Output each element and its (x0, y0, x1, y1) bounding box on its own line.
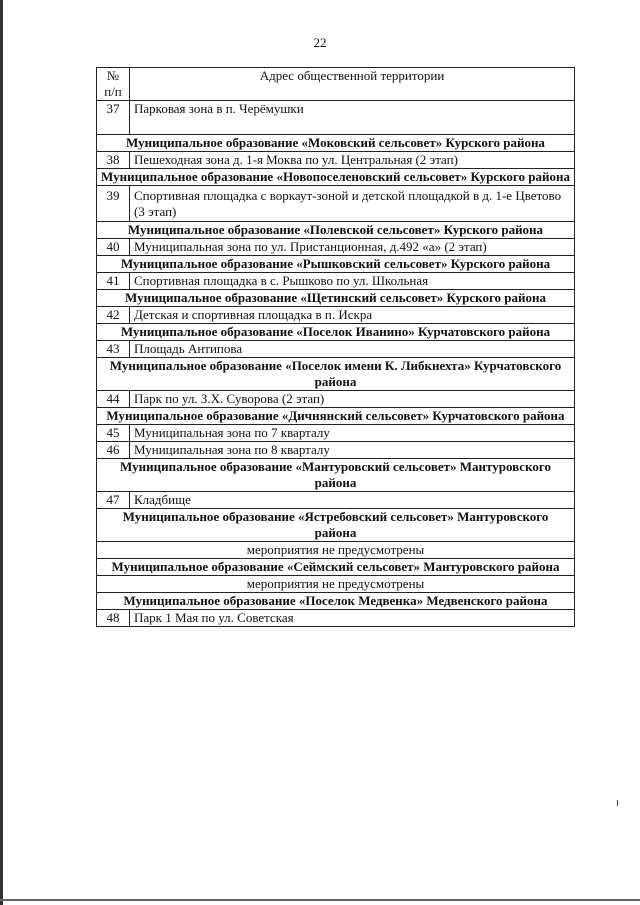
section-row (97, 290, 575, 307)
section-row (97, 459, 575, 492)
note-row (97, 576, 575, 593)
section-row (97, 222, 575, 239)
table-row (97, 610, 575, 627)
section-row (97, 593, 575, 610)
table-row (97, 391, 575, 408)
row-number: 45 (97, 425, 130, 442)
column-header-number-line2: п/п (104, 84, 122, 99)
section-row (97, 324, 575, 341)
table-row (97, 101, 575, 135)
row-address: Кладбище (130, 492, 575, 509)
column-header-number (97, 68, 130, 101)
row-number: 39 (97, 186, 130, 222)
no-measures-note: мероприятия не предусмотрены (97, 542, 575, 559)
row-number: 41 (97, 273, 130, 290)
table-body (97, 101, 575, 627)
municipality-heading: Муниципальное образование «Мантуровский сельсовет» Мантуровского района (97, 459, 575, 492)
section-row (97, 256, 575, 273)
section-row (97, 135, 575, 152)
row-address: Муниципальная зона по 8 кварталу (130, 442, 575, 459)
row-number: 44 (97, 391, 130, 408)
row-number: 47 (97, 492, 130, 509)
municipality-heading: Муниципальное образование «Новопоселеновский сельсовет» Курского района (97, 169, 575, 186)
row-address: Спортивная площадка с воркаут-зоной и детской площадкой в д. 1-е Цветово (3 этап) (130, 186, 575, 222)
row-number: 48 (97, 610, 130, 627)
table-header-row (97, 68, 575, 101)
section-row (97, 169, 575, 186)
section-row (97, 559, 575, 576)
table-row (97, 239, 575, 256)
row-address: Парк 1 Мая по ул. Советская (130, 610, 575, 627)
municipality-heading: Муниципальное образование «Рышковский сельсовет» Курского района (97, 256, 575, 273)
scan-edge-left (0, 0, 3, 905)
municipality-heading: Муниципальное образование «Полевской сельсовет» Курского района (97, 222, 575, 239)
row-number: 40 (97, 239, 130, 256)
table-row (97, 425, 575, 442)
row-number: 38 (97, 152, 130, 169)
table-row (97, 341, 575, 358)
municipality-heading: Муниципальное образование «Поселок Иванино» Курчатовского района (97, 324, 575, 341)
table-row (97, 307, 575, 324)
row-number: 43 (97, 341, 130, 358)
municipality-heading: Муниципальное образование «Моковский сельсовет» Курского района (97, 135, 575, 152)
table-row (97, 273, 575, 290)
row-number: 37 (97, 101, 130, 135)
municipality-heading: Муниципальное образование «Ястребовский сельсовет» Мантуровского района (97, 509, 575, 542)
row-address: Муниципальная зона по 7 кварталу (130, 425, 575, 442)
table-row (97, 186, 575, 222)
row-address: Парк по ул. З.Х. Суворова (2 этап) (130, 391, 575, 408)
row-address: Пешеходная зона д. 1-я Моква по ул. Центральная (2 этап) (130, 152, 575, 169)
municipality-heading: Муниципальное образование «Дичнянский сельсовет» Курчатовского района (97, 408, 575, 425)
row-address: Площадь Антипова (130, 341, 575, 358)
no-measures-note: мероприятия не предусмотрены (97, 576, 575, 593)
column-header-number-line1: № (106, 68, 120, 83)
row-address: Парковая зона в п. Черёмушки (130, 101, 575, 135)
row-address: Муниципальная зона по ул. Пристанционная, д.492 «а» (2 этап) (130, 239, 575, 256)
row-address: Детская и спортивная площадка в п. Искра (130, 307, 575, 324)
section-row (97, 509, 575, 542)
note-row (97, 542, 575, 559)
municipality-heading: Муниципальное образование «Сеймский сельсовет» Мантуровского района (97, 559, 575, 576)
scan-mark (617, 800, 618, 806)
municipality-heading: Муниципальное образование «Щетинский сельсовет» Курского района (97, 290, 575, 307)
row-number: 42 (97, 307, 130, 324)
table-row (97, 152, 575, 169)
row-number: 46 (97, 442, 130, 459)
territories-table (96, 67, 575, 627)
table-row (97, 442, 575, 459)
section-row (97, 358, 575, 391)
table-row (97, 492, 575, 509)
scan-edge-bottom (0, 899, 640, 901)
page-number: 22 (313, 35, 327, 50)
municipality-heading: Муниципальное образование «Поселок имени К. Либкнехта» Курчатовского района (97, 358, 575, 391)
row-address: Спортивная площадка в с. Рышково по ул. Школьная (130, 273, 575, 290)
column-header-address: Адрес общественной территории (130, 68, 575, 101)
municipality-heading: Муниципальное образование «Поселок Медвенка» Медвенского района (97, 593, 575, 610)
section-row (97, 408, 575, 425)
